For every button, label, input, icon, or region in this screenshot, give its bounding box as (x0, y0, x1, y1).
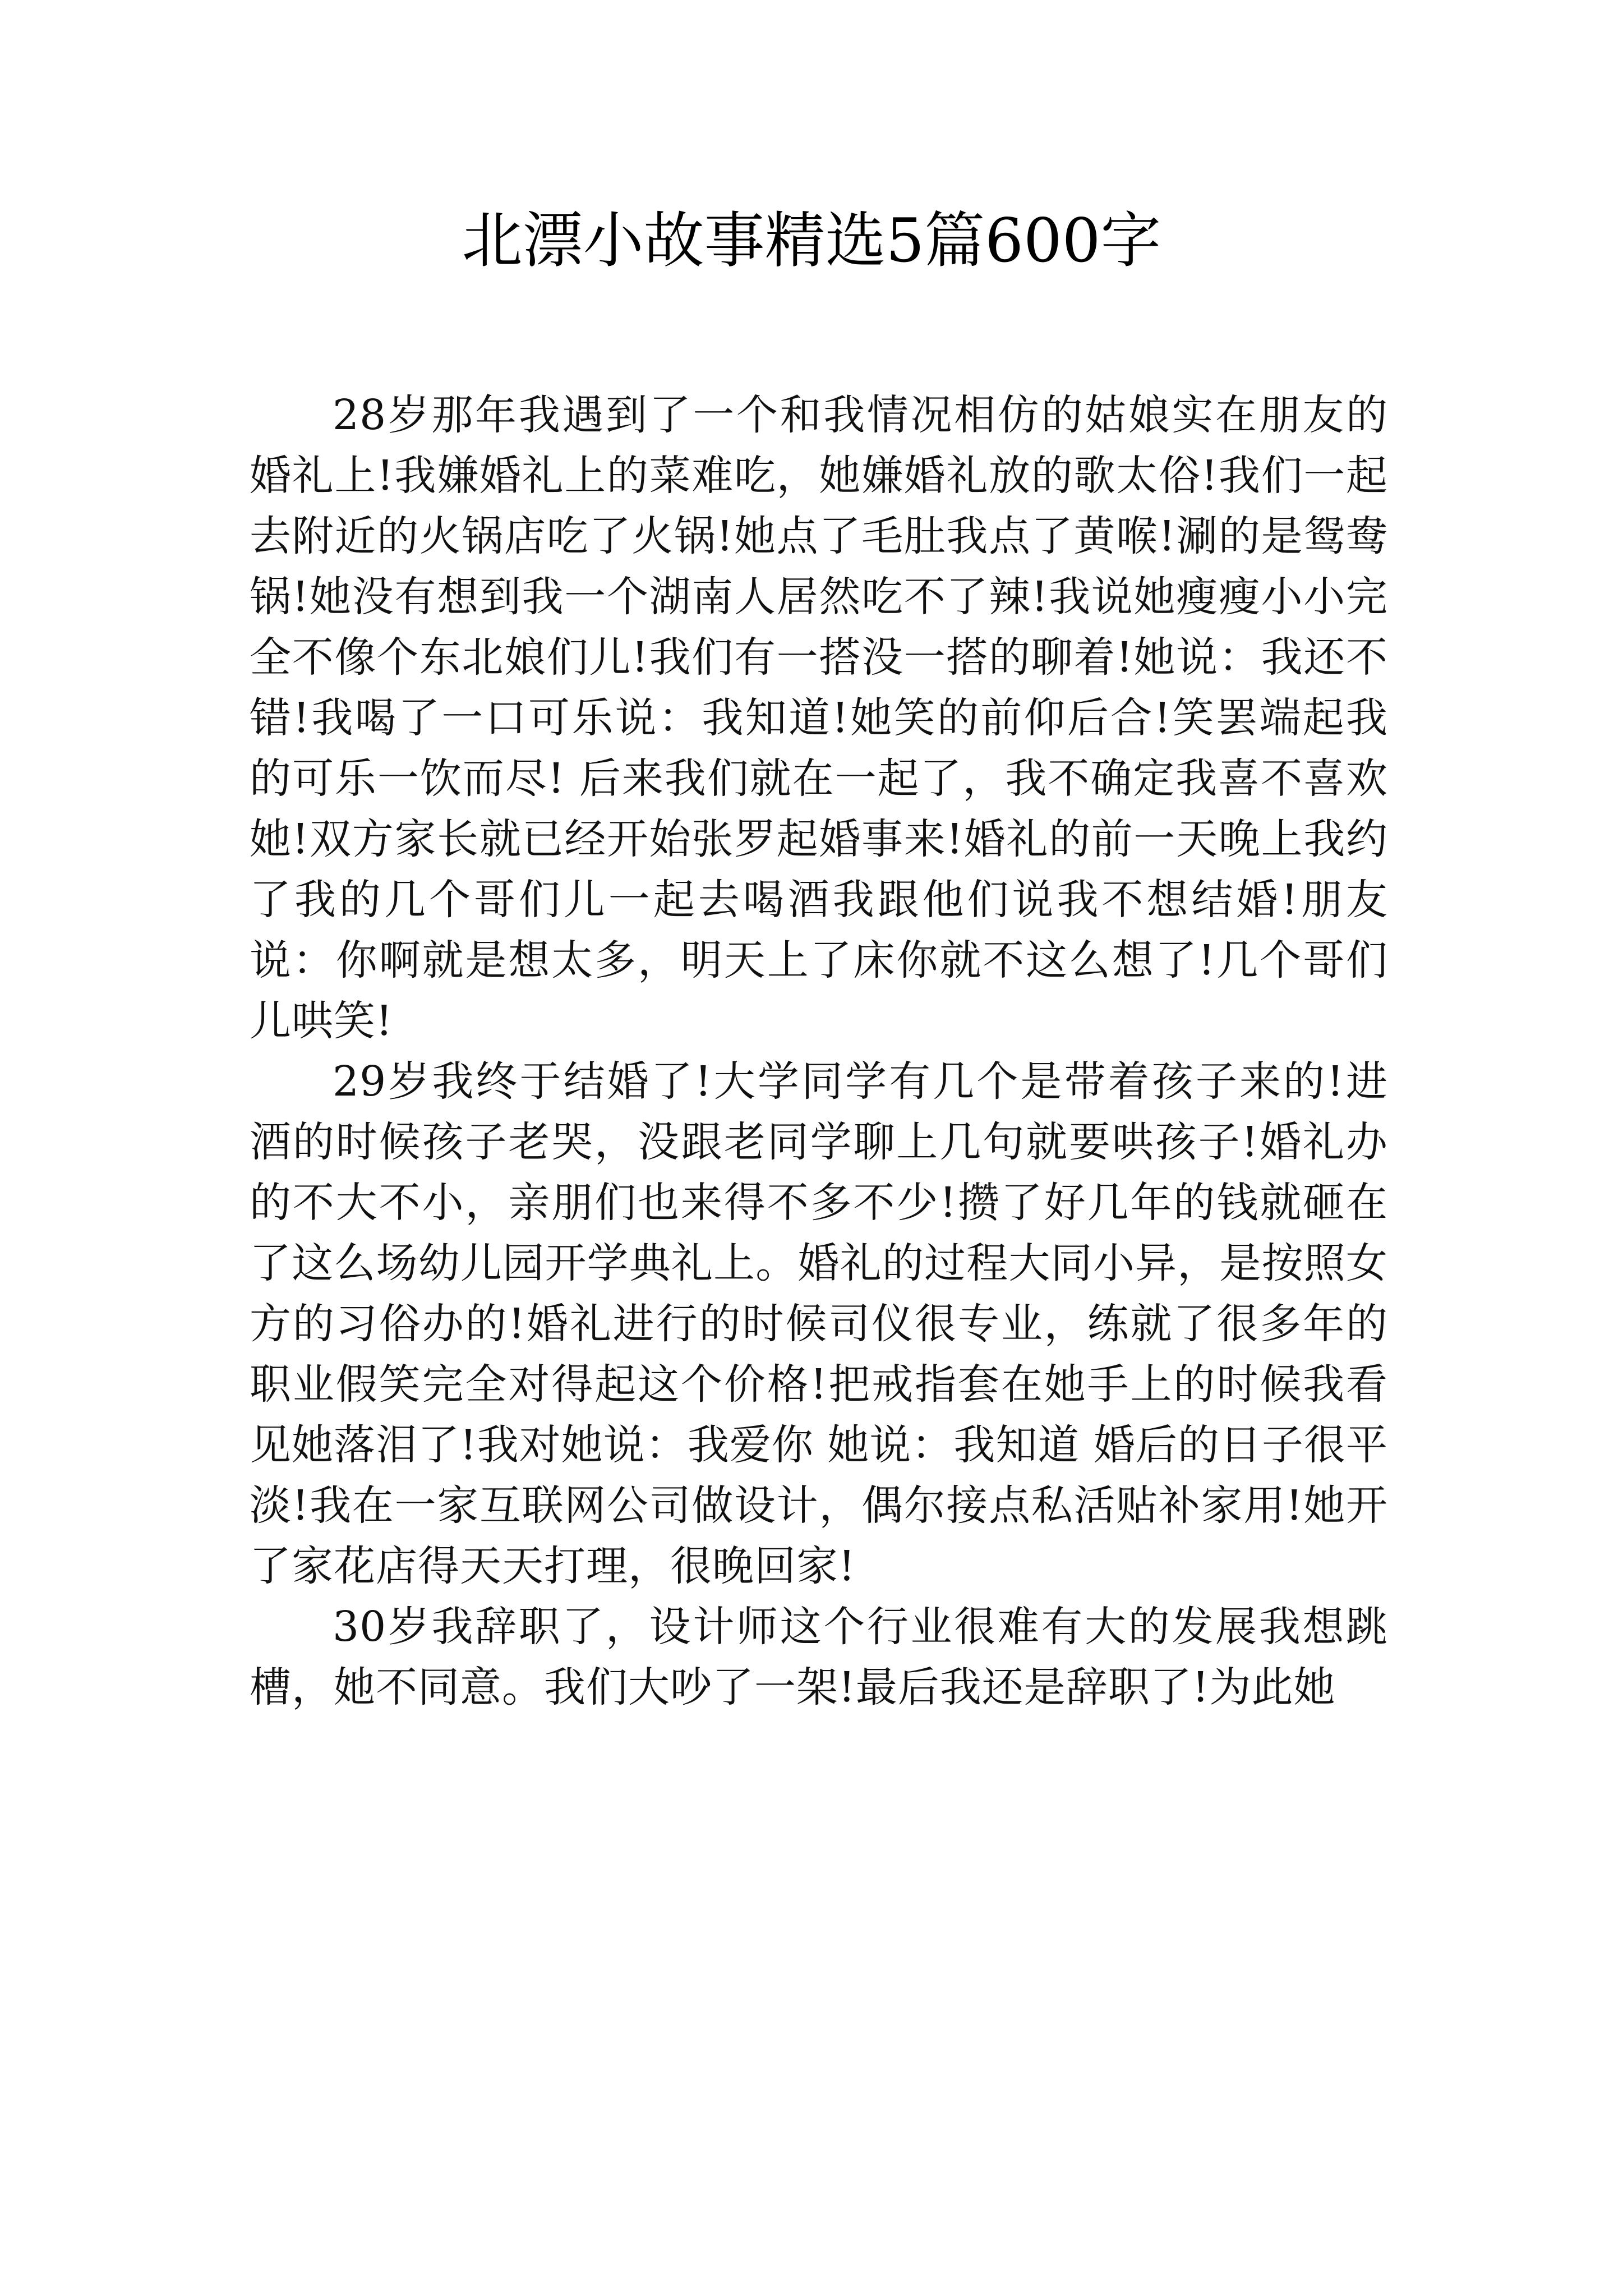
paragraph-1: 28岁那年我遇到了一个和我情况相仿的姑娘实在朋友的婚礼上!我嫌婚礼上的菜难吃，她嫌婚礼放的歌太俗!我们一起去附近的火锅店吃了火锅!她点了毛肚我点了黄喉!涮的是鸳鸯锅!她没有想到我一个湖南人居然吃不了辣!我说她瘦瘦小小完全不像个东北娘们儿!我们有一搭没一搭的聊着!她说：我还不错!我喝了一口可乐说：我知道!她笑的前仰后合!笑罢端起我的可乐一饮而尽! 后来我们就在一起了，我不确定我喜不喜欢她!双方家长就已经开始张罗起婚事来!婚礼的前一天晚上我约了我的几个哥们儿一起去喝酒我跟他们说我不想结婚!朋友说：你啊就是想太多，明天上了床你就不这么想了!几个哥们儿哄笑! (250, 391, 1388, 1045)
document-title: 北漂小故事精选5篇600字 (462, 206, 1161, 276)
paragraph-2: 29岁我终于结婚了!大学同学有几个是带着孩子来的!进酒的时候孩子老哭，没跟老同学聊上几句就要哄孩子!婚礼办的不大不小，亲朋们也来得不多不少!攒了好几年的钱就砸在了这么场幼儿园开学典礼上。婚礼的过程大同小异，是按照女方的习俗办的!婚礼进行的时候司仪很专业，练就了很多年的职业假笑完全对得起这个价格!把戒指套在她手上的时候我看见她落泪了!我对她说：我爱你 她说：我知道 婚后的日子很平淡!我在一家互联网公司做设计，偶尔接点私活贴补家用!她开了家花店得天天打理，很晚回家! (250, 1057, 1388, 1590)
paragraph-3: 30岁我辞职了，设计师这个行业很难有大的发展我想跳槽，她不同意。我们大吵了一架!最后我还是辞职了!为此她 (250, 1603, 1388, 1711)
document-body (250, 385, 1388, 1718)
